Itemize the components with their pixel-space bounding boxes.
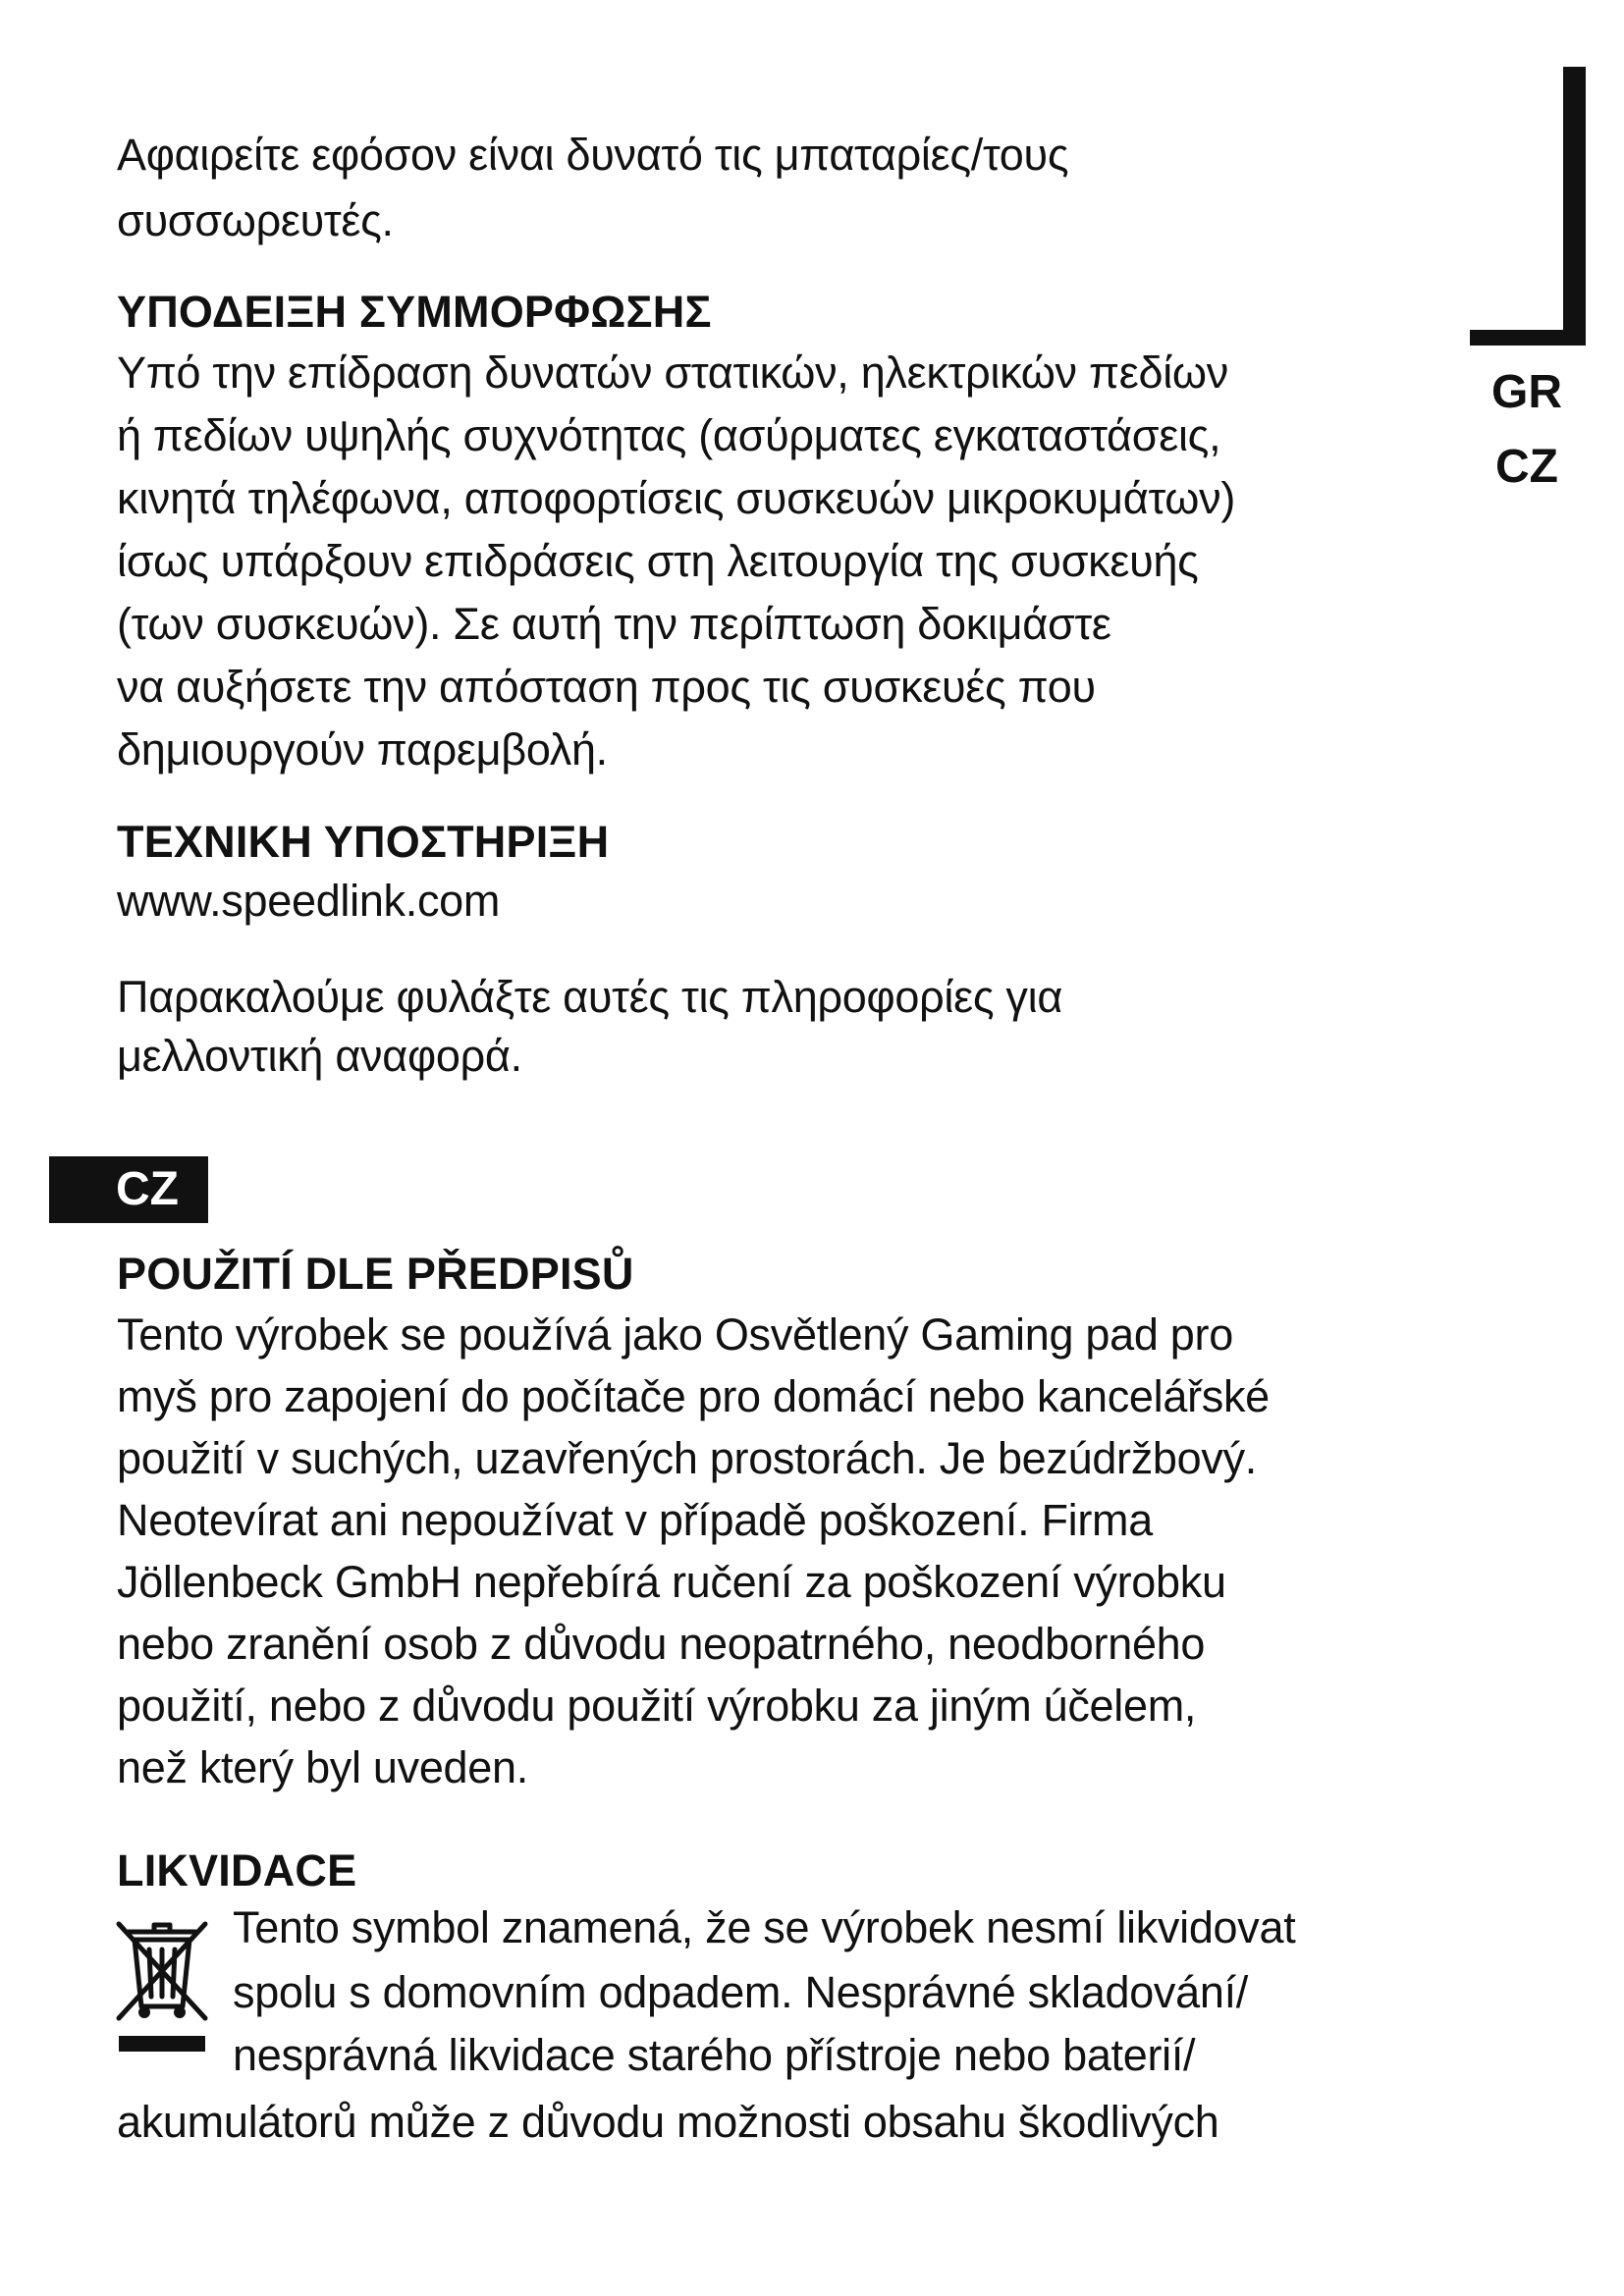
support-url: www.speedlink.com <box>117 876 501 926</box>
section-heading: POUŽITÍ DLE PŘEDPISŮ <box>117 1249 634 1299</box>
text-line: použití v suchých, uzavřených prostorách. Je bezúdržbový. <box>117 1433 1257 1483</box>
crossed-out-wheelie-bin-icon <box>115 1920 209 2067</box>
text-line: μελλοντική αναφορά. <box>117 1031 522 1081</box>
text-line: να αυξήσετε την απόσταση προς τις συσκευές που <box>117 662 1096 712</box>
text-line: Παρακαλούμε φυλάξτε αυτές τις πληροφορίες για <box>117 972 1063 1022</box>
cz-disposal-heading-block <box>117 1842 1423 1900</box>
section-heading: LIKVIDACE <box>117 1845 357 1896</box>
text-line: ή πεδίων υψηλής συχνότητας (ασύρματες εγκαταστάσεις, <box>117 410 1221 460</box>
cz-disposal-text-full <box>117 2089 1423 2155</box>
cz-usage-section <box>117 1245 1423 1798</box>
text-line: συσσωρευτές. <box>117 195 394 245</box>
text-line: (των συσκευών). Σε αυτή την περίπτωση δοκιμάστε <box>117 599 1111 649</box>
text-line: δημιουργούν παρεμβολή. <box>117 724 608 774</box>
text-line: myš pro zapojení do počítače pro domácí nebo kancelářské <box>117 1371 1270 1421</box>
text-line: akumulátorů může z důvodu možnosti obsahu škodlivých <box>117 2097 1219 2147</box>
edge-language-gr: GR <box>1491 366 1562 418</box>
edge-marker-foot <box>1470 330 1586 346</box>
section-heading: ΥΠΟΔΕΙΞΗ ΣΥΜΜΟΡΦΩΣΗΣ <box>117 287 712 337</box>
edge-language-cz: CZ <box>1495 441 1558 493</box>
section-heading: ΤΕΧΝΙΚΗ ΥΠΟΣΤΗΡΙΞΗ <box>117 817 610 867</box>
text-line: nesprávná likvidace starého přístroje nebo baterií/ <box>233 2030 1196 2080</box>
gr-conformity-section <box>117 283 1423 781</box>
text-line: ίσως υπάρξουν επιδράσεις στη λειτουργία της συσκευής <box>117 536 1199 586</box>
gr-intro <box>117 122 1423 253</box>
text-line: Tento výrobek se používá jako Osvětlený Gaming pad pro <box>117 1309 1233 1360</box>
gr-support-note <box>117 968 1423 1086</box>
text-line: nebo zranění osob z důvodu neopatrného, neodborného <box>117 1619 1206 1669</box>
edge-marker-bar <box>1563 67 1586 346</box>
text-line: Αφαιρείτε εφόσον είναι δυνατό τις μπαταρίες/τους <box>117 130 1069 180</box>
text-line: než který byl uveden. <box>117 1742 528 1792</box>
language-section-tag: CZ <box>49 1156 208 1223</box>
text-line: Υπό την επίδραση δυνατών στατικών, ηλεκτρικών πεδίων <box>117 347 1228 398</box>
text-line: κινητά τηλέφωνα, αποφορτίσεις συσκευών μικροκυμάτων) <box>117 473 1236 523</box>
text-line: Jöllenbeck GmbH nepřebírá ručení za poškození výrobku <box>117 1557 1226 1607</box>
text-line: Neotevírat ani nepoužívat v případě poškození. Firma <box>117 1495 1153 1545</box>
text-line: použití, nebo z důvodu použití výrobku za jiným účelem, <box>117 1681 1197 1731</box>
text-line: spolu s domovním odpadem. Nesprávné skladování/ <box>233 1967 1248 2017</box>
gr-support-section <box>117 813 1423 931</box>
text-line: Tento symbol znamená, že se výrobek nesmí likvidovat <box>233 1902 1296 1952</box>
